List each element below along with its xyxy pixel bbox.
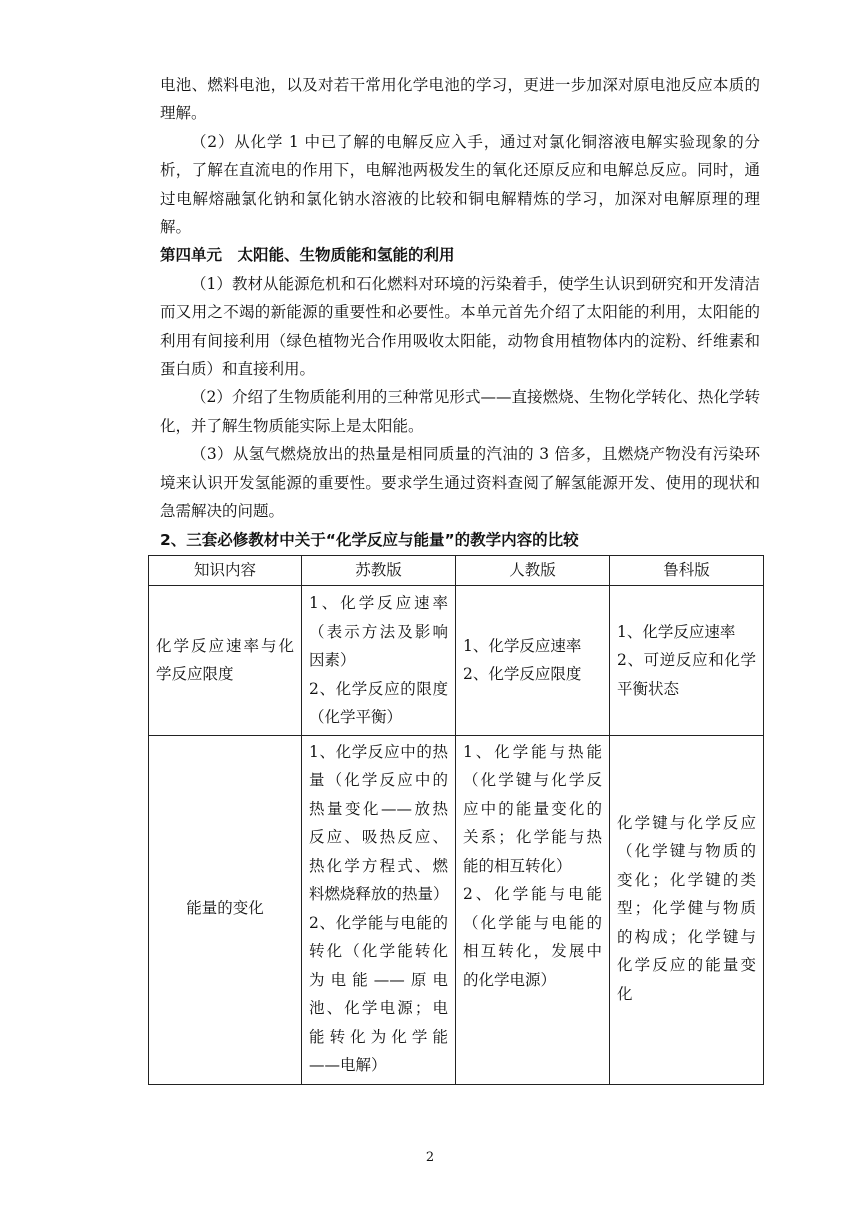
renjiao-cell: [456, 586, 610, 736]
table-header-cell: 人教版: [456, 556, 610, 586]
unit4-heading: 第四单元 太阳能、生物质能和氢能的利用: [160, 246, 455, 265]
unit4-paragraph-3: （3）从氢气燃烧放出的热量是相同质量的汽油的 3 倍多，且燃烧产物没有污染环境来认识开发氢能源的重要性。要求学生通过资料查阅了解氢能源开发、使用的现状和急需解决的问题。: [160, 445, 760, 521]
sujiao-cell: [302, 586, 456, 736]
unit4-paragraph-2: （2）介绍了生物质能利用的三种常见形式——直接燃烧、生物化学转化、热化学转化，并了解生物质能实际上是太阳能。: [160, 388, 760, 435]
table-header-cell: 鲁科版: [610, 556, 764, 586]
section2-heading: 2、三套必修教材中关于“化学反应与能量”的教学内容的比较: [160, 530, 579, 549]
luke-cell: [610, 586, 764, 736]
table-row: [149, 586, 764, 736]
list-item: 2、化学能与电能（化学能与电能的相互转化，发展中的化学电源）: [463, 885, 602, 989]
list-item: 1、化学能与热能（化学键与化学反应中的能量变化的关系；化学能与热能的相互转化）: [463, 742, 602, 875]
topic-text: 能量的变化: [186, 899, 264, 918]
table-header-cell: 知识内容: [149, 556, 302, 586]
list-item: 2、化学反应的限度（化学平衡）: [309, 679, 448, 726]
list-item: 2、化学反应限度: [463, 665, 582, 684]
unit4-paragraph-1: （1）教材从能源危机和石化燃料对环境的污染着手，使学生认识到研究和开发清洁而又用之不竭的新能源的重要性和必要性。本单元首先介绍了太阳能的利用，太阳能的利用有间接利用（绿色植物光合作用吸收太阳能，动物食用植物体内的淀粉、纤维素和蛋白质）和直接利用。: [160, 274, 760, 379]
sujiao-cell: [302, 735, 456, 1084]
list-item: 化学键与化学反应（化学键与物质的变化；化学键的类型；化学健与物质的构成；化学键与化学反应的能量变化: [617, 813, 756, 1003]
page-number: 2: [425, 1150, 435, 1165]
comparison-table: [148, 555, 764, 1085]
list-item: 1、化学反应速率: [617, 622, 736, 641]
list-item: 1、化学反应速率（表示方法及影响因素）: [309, 594, 448, 669]
list-item: 1、化学反应速率: [463, 636, 582, 655]
body-text-block: [160, 71, 760, 554]
topic-cell: [149, 735, 302, 1084]
topic-text: 化学反应速率与化学反应限度: [156, 636, 294, 684]
table-header-row: [149, 556, 764, 586]
topic-cell: [149, 586, 302, 736]
paragraph-electrolysis: （2）从化学 1 中已了解的电解反应入手，通过对氯化铜溶液电解实验现象的分析，了解在直流电的作用下，电解池两极发生的氧化还原反应和电解总反应。同时，通过电解熔融氯化钠和氯化钠水溶液的比较和铜电解精炼的学习，加深对电解原理的理解。: [160, 132, 760, 237]
paragraph-intro-tail: 电池、燃料电池，以及对若干常用化学电池的学习，更进一步加深对原电池反应本质的理解。: [160, 76, 760, 123]
renjiao-cell: [456, 735, 610, 1084]
luke-cell: [610, 735, 764, 1084]
list-item: 2、化学能与电能的转化（化学能转化为电能——原电池、化学电源；电能转化为化学能——电解）: [309, 913, 448, 1074]
list-item: 2、可逆反应和化学平衡状态: [617, 651, 756, 698]
table-header-cell: 苏教版: [302, 556, 456, 586]
table-row: [149, 735, 764, 1084]
list-item: 1、化学反应中的热量（化学反应中的热量变化——放热反应、吸热反应、热化学方程式、燃料燃烧释放的热量）: [309, 742, 449, 903]
